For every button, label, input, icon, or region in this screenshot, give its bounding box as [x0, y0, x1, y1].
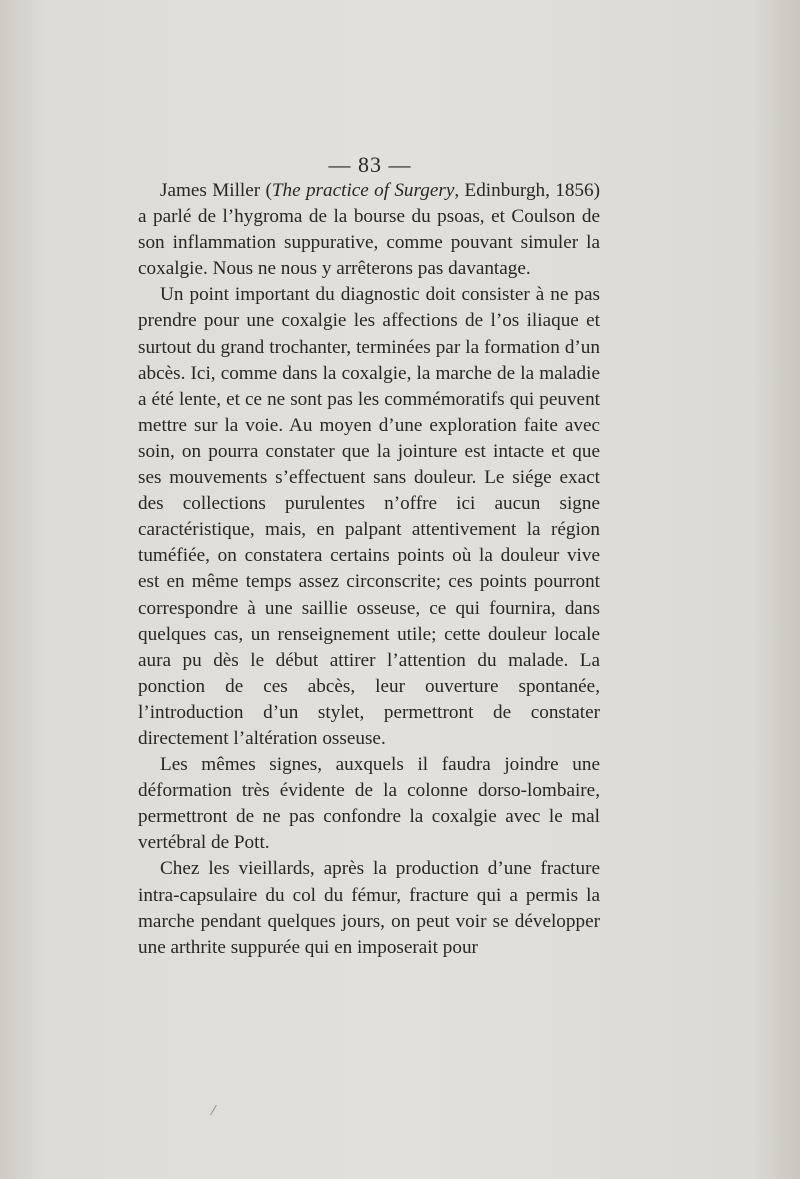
paragraph-4: Chez les vieillards, après la production d’une fracture intra-capsulaire du col du fémur, fracture qui a permis la marche pendant quelques jours, on peut voir se développer une arthrite suppurée qui en imposerait pour: [138, 858, 600, 958]
body-text: [138, 178, 600, 961]
paragraph-1-rest: , Edinburgh, 1856) a parlé de l’hygroma de la bourse du psoas, et Coulson de son inflammation suppurative, comme pouvant simuler la coxalgie. Nous ne nous y arrêterons pas davantage.: [138, 180, 601, 280]
book-title-italic: The practice of Surgery: [271, 180, 455, 201]
stray-pen-mark: [210, 1105, 223, 1115]
paragraph-1-start: James Miller (: [160, 180, 272, 201]
paragraph-1: [138, 178, 600, 282]
paragraph-3: Les mêmes signes, auxquels il faudra joindre une déformation très évidente de la colonne dorso-lombaire, permettront de ne pas confondre la coxalgie avec le mal vertébral de Pott.: [138, 754, 600, 854]
paragraph-2: Un point important du diagnostic doit consister à ne pas prendre pour une coxalgie les affections de l’os iliaque et surtout du grand trochanter, terminées par la formation d’un abcès. Ici, comme dans la coxalgie, la marche de la maladie a été lente, et ce ne sont pas les commémoratifs qui peuvent mettre sur la voie. Au moyen d’une exploration faite avec soin, on pourra constater que la jointure est intacte et que ses mouvements s’effectuent sans douleur. Le siége exact des collections purulentes n’offre ici aucun signe caractéristique, mais, en palpant attentivement la région tuméfiée, on constatera certains points où la douleur vive est en même temps assez circonscrite; ces points pourront correspondre à une saillie osseuse, ce qui fournira, dans quelques cas, un renseignement utile; cette douleur locale aura pu dès le début attirer l’attention du malade. La ponction de ces abcès, leur ouverture spontanée, l’introduction d’un stylet, permettront de constater directement l’altération osseuse.: [138, 284, 600, 749]
page-number: — 83 —: [328, 152, 412, 177]
